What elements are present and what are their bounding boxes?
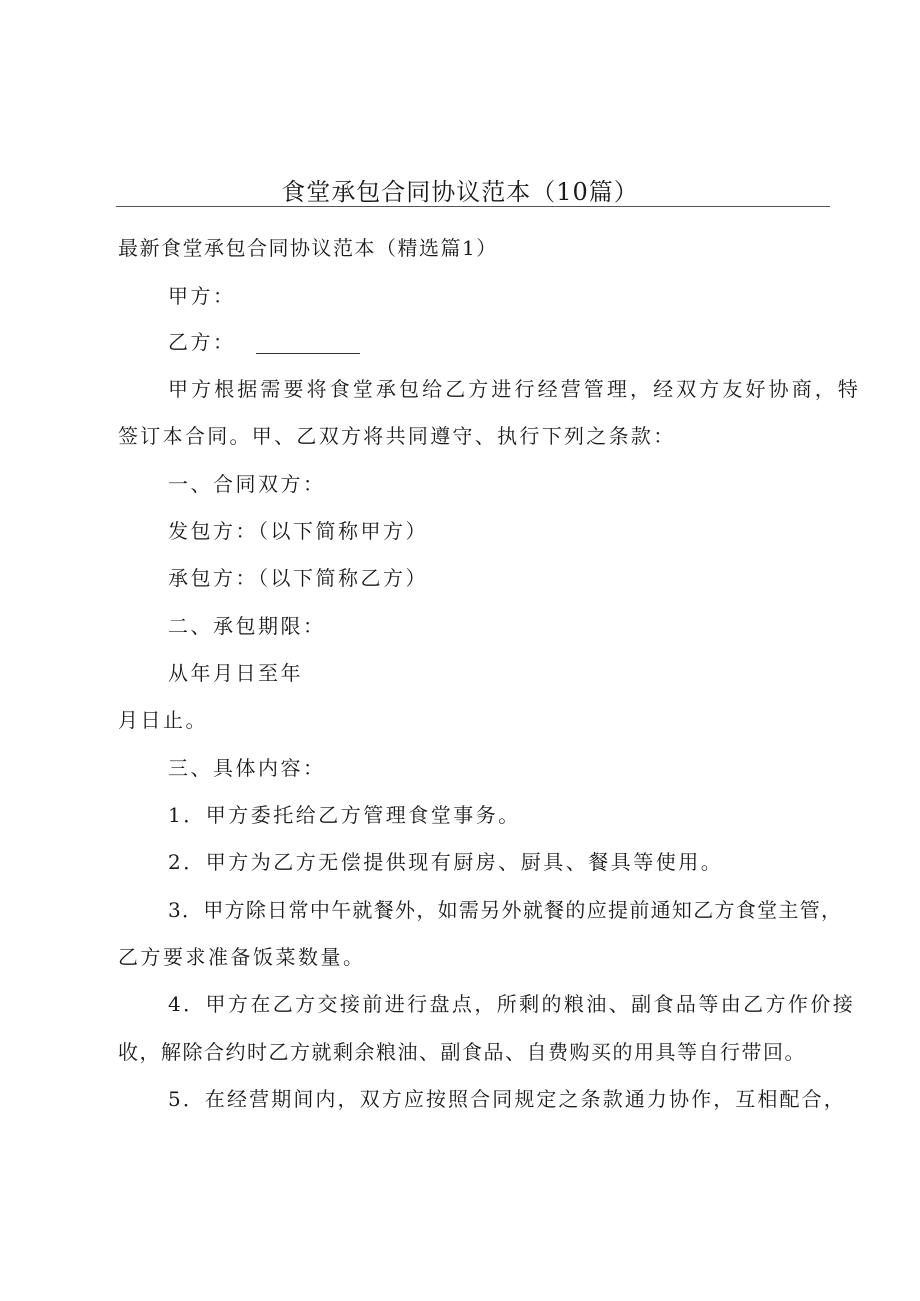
paragraph-line: 发包方：（以下简称甲方） bbox=[168, 519, 428, 543]
party-b-row bbox=[168, 330, 360, 354]
paragraph-line: 承包方：（以下简称乙方） bbox=[168, 566, 428, 590]
clause-heading: 二、承包期限： bbox=[168, 614, 326, 638]
paragraph-line: 乙方要求准备饭菜数量。 bbox=[118, 945, 366, 969]
paragraph-line: 1．甲方委托给乙方管理食堂事务。 bbox=[168, 803, 521, 827]
paragraph-line: 3．甲方除日常中午就餐外，如需另外就餐的应提前通知乙方食堂主管， bbox=[168, 898, 843, 922]
paragraph-line: 4．甲方在乙方交接前进行盘点，所剩的粮油、副食品等由乙方作价接 bbox=[168, 992, 856, 1016]
paragraph-line: 签订本合同。甲、乙双方将共同遵守、执行下列之条款： bbox=[118, 424, 676, 448]
paragraph-line: 2．甲方为乙方无偿提供现有厨房、厨具、餐具等使用。 bbox=[168, 850, 724, 874]
paragraph-line: 收，解除合约时乙方就剩余粮油、副食品、自费购买的用具等自行带回。 bbox=[118, 1040, 806, 1064]
section-heading: 最新食堂承包合同协议范本（精选篇1） bbox=[118, 236, 498, 260]
document-title: 食堂承包合同协议范本（10篇） bbox=[281, 178, 639, 206]
paragraph-line: 甲方根据需要将食堂承包给乙方进行经营管理，经双方友好协商，特 bbox=[168, 377, 861, 401]
paragraph-line: 月日止。 bbox=[118, 708, 208, 732]
party-a-label: 甲方： bbox=[168, 284, 236, 308]
paragraph-line: 5．在经营期间内，双方应按照合同规定之条款通力协作，互相配合， bbox=[168, 1087, 846, 1111]
title-divider bbox=[116, 206, 830, 207]
clause-heading: 一、合同双方： bbox=[168, 472, 326, 496]
party-b-blank bbox=[256, 335, 360, 354]
party-b-label: 乙方： bbox=[168, 330, 236, 354]
paragraph-line: 从年月日至年 bbox=[168, 661, 303, 685]
clause-heading: 三、具体内容： bbox=[168, 756, 326, 780]
